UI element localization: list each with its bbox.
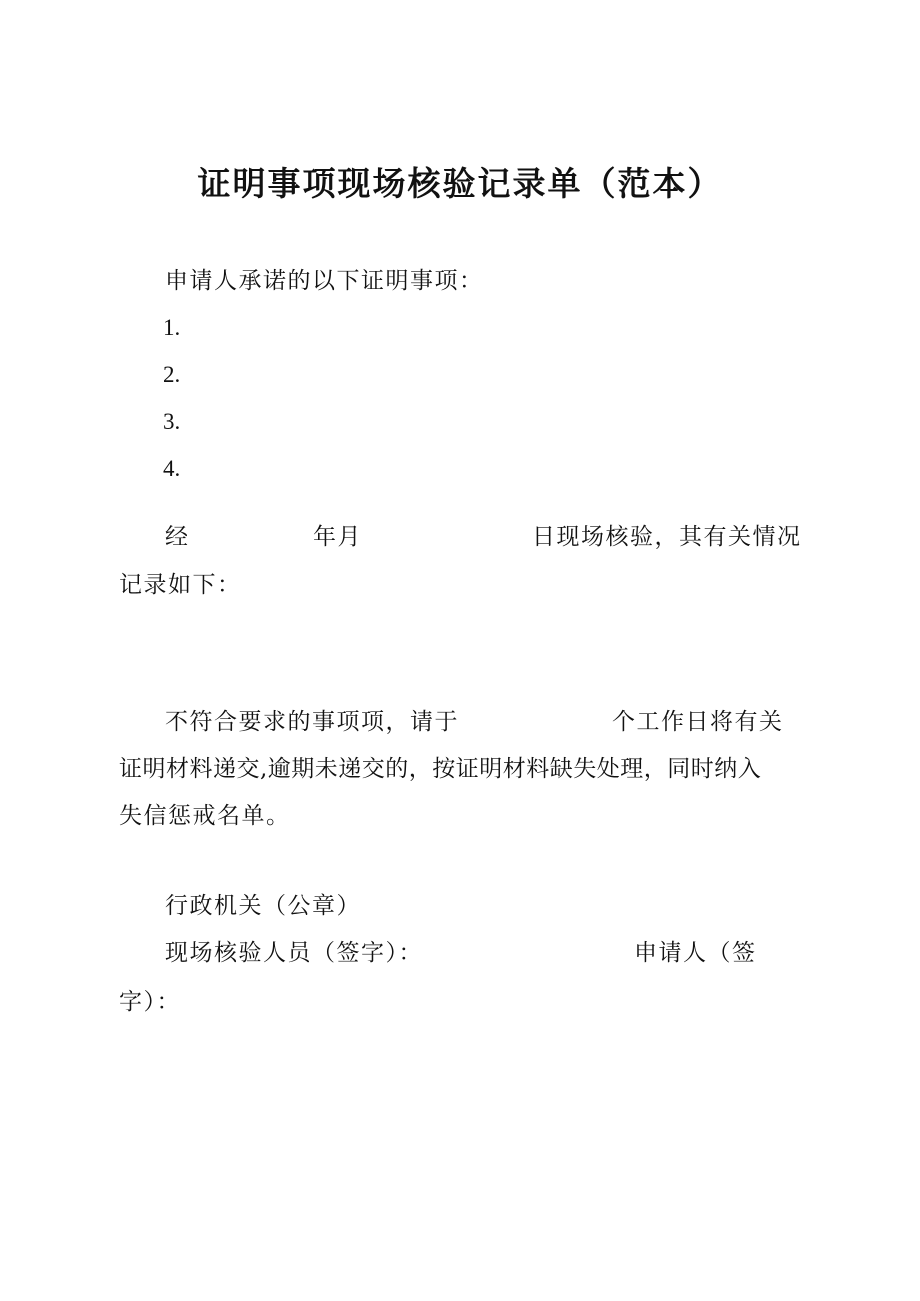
- document-title: 证明事项现场核验记录单（范本）: [197, 164, 723, 203]
- notice-prefix: 不符合要求的事项项，请于: [165, 709, 459, 735]
- inspector-signature-label: 现场核验人员（签字）：: [165, 940, 423, 966]
- seal-label: 行政机关（公章）: [165, 893, 361, 919]
- item-number: 1.: [163, 315, 181, 340]
- item-number: 4.: [163, 456, 181, 481]
- applicant-signature-label: 申请人（签: [634, 940, 757, 966]
- item-number: 3.: [163, 409, 181, 434]
- check-year-month: 年月: [313, 524, 362, 550]
- notice-line-2: 证明材料递交,逾期未递交的，按证明材料缺失处理，同时纳入: [119, 756, 762, 782]
- notice-suffix: 个工作日将有关: [612, 709, 784, 735]
- check-continuation: 记录如下：: [119, 572, 242, 598]
- item-number: 2.: [163, 362, 181, 387]
- check-prefix: 经: [165, 524, 190, 550]
- notice-line-3: 失信惩戒名单。: [119, 803, 291, 829]
- check-suffix: 日现场核验，其有关情况: [532, 524, 802, 550]
- applicant-signature-continuation: 字）：: [119, 989, 181, 1015]
- intro-text: 申请人承诺的以下证明事项：: [165, 268, 484, 294]
